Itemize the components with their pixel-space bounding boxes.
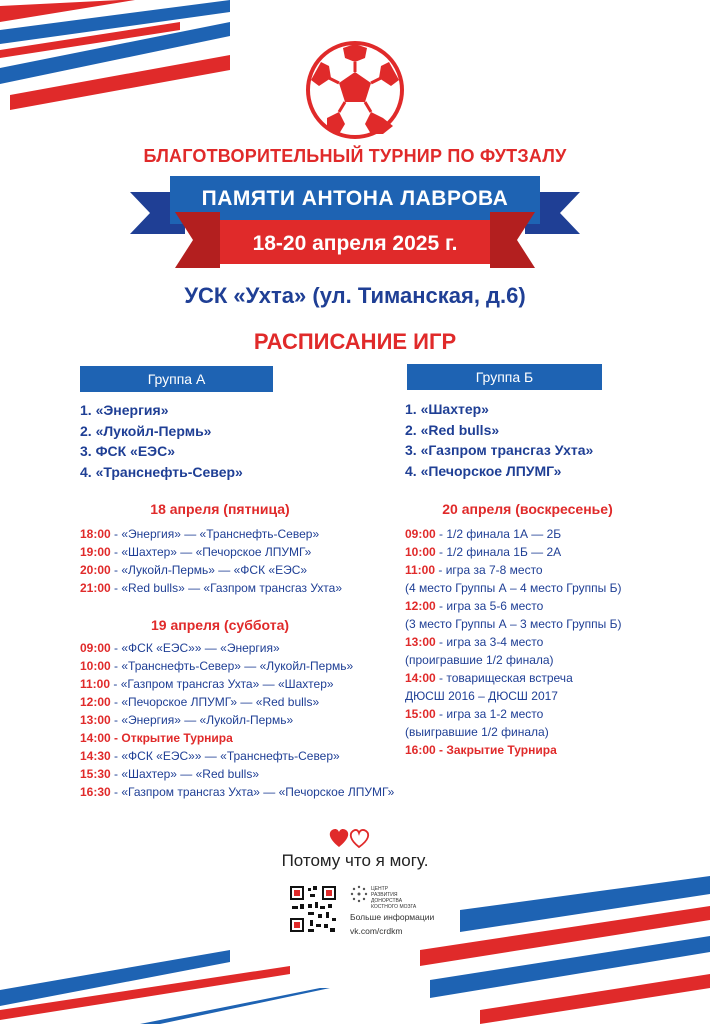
schedule-row: [80, 729, 440, 747]
game-time: 11:00: [80, 677, 111, 691]
schedule-row: [80, 693, 440, 711]
game-time: 16:30: [80, 785, 111, 799]
schedule-row-note: (4 место Группы А – 4 место Группы Б): [405, 581, 622, 595]
game-time: 12:00: [405, 599, 436, 613]
game-text: - «Газпром трансгаз Ухта» — «Печорское ЛПУМГ»: [110, 785, 395, 799]
team-item: 2. «Лукойл-Пермь»: [80, 422, 212, 439]
day-20-title: 20 апреля (воскресенье): [442, 501, 613, 517]
game-text: - «Печорское ЛПУМГ» — «Red bulls»: [110, 695, 320, 709]
schedule-row: [80, 765, 440, 783]
schedule-row: [80, 747, 440, 765]
game-time: 11:00: [405, 563, 436, 577]
game-text: - 1/2 финала 1А — 2Б: [435, 527, 562, 541]
team-item: 4. «Транснефть-Север»: [80, 463, 243, 480]
team-item: 4. «Печорское ЛПУМГ»: [405, 462, 562, 479]
game-time: 16:00: [405, 743, 436, 757]
slogan: Потому что я могу.: [281, 851, 429, 870]
schedule-row: [80, 543, 400, 561]
venue: УСК «Ухта» (ул. Тиманская, д.6): [184, 283, 526, 308]
soccer-ball-icon: [305, 40, 405, 140]
schedule-row-note: (выигравшие 1/2 финала): [405, 725, 549, 739]
game-text: - «Шахтер» — «Red bulls»: [110, 767, 260, 781]
game-time: 12:00: [80, 695, 111, 709]
game-text: - игра за 5-6 место: [435, 599, 544, 613]
game-text: - игра за 7-8 место: [435, 563, 543, 577]
schedule-row-note: (3 место Группы А – 3 место Группы Б): [405, 617, 622, 631]
game-time: 14:00: [405, 671, 436, 685]
org-line: КОСТНОГО МОЗГА: [371, 904, 417, 910]
schedule-row: [405, 705, 695, 723]
org-logo-icon: [350, 885, 368, 903]
game-text: - «Энергия» — «Лукойл-Пермь»: [110, 713, 294, 727]
game-text: - «Red bulls» — «Газпром трансгаз Ухта»: [110, 581, 342, 595]
game-time: 15:30: [80, 767, 111, 781]
vk-link[interactable]: vk.com/crdkm: [350, 926, 403, 936]
schedule-row: [80, 657, 440, 675]
team-item: 1. «Шахтер»: [405, 401, 489, 417]
game-text: - товарищеская встреча: [435, 671, 573, 685]
game-text: - игра за 3-4 место: [435, 635, 544, 649]
schedule-row: [405, 633, 695, 651]
schedule-row: [80, 525, 400, 543]
team-item: 3. «Газпром трансгаз Ухта»: [405, 442, 594, 458]
schedule-row: [405, 543, 695, 561]
game-time: 10:00: [80, 659, 111, 673]
event-dates: 18-20 апреля 2025 г.: [252, 232, 458, 255]
game-time: 10:00: [405, 545, 436, 559]
org-line: ДОНОРСТВА: [371, 898, 403, 904]
schedule-row: [80, 711, 440, 729]
tournament-subtitle: БЛАГОТВОРИТЕЛЬНЫЙ ТУРНИР ПО ФУТЗАЛУ: [143, 146, 567, 166]
game-time: 18:00: [80, 527, 111, 541]
game-text: - «ФСК «ЕЭС»» — «Транснефть-Север»: [110, 749, 340, 763]
schedule-row: [80, 579, 400, 597]
game-text: - «Транснефть-Север» — «Лукойл-Пермь»: [110, 659, 354, 673]
day-19-title: 19 апреля (суббота): [150, 617, 290, 633]
schedule-row: [405, 597, 695, 615]
game-time: 13:00: [80, 713, 111, 727]
schedule-row: [405, 741, 695, 759]
game-time: 19:00: [80, 545, 111, 559]
schedule-title: РАСПИСАНИЕ ИГР: [253, 329, 457, 354]
game-text: - «Газпром трансгаз Ухта» — «Шахтер»: [110, 677, 334, 691]
day-19-schedule: [80, 639, 440, 801]
org-line: РАЗВИТИЯ: [371, 892, 398, 898]
day-20-schedule: [405, 525, 695, 759]
group-a-teams: [80, 400, 340, 482]
game-time: 21:00: [80, 581, 111, 595]
game-time: 14:00: [80, 731, 111, 745]
game-text: - игра за 1-2 место: [435, 707, 544, 721]
game-text: - «Энергия» — «Транснефть-Север»: [110, 527, 320, 541]
schedule-row: [80, 675, 440, 693]
schedule-row-note: (проигравшие 1/2 финала): [405, 653, 554, 667]
game-time: 09:00: [405, 527, 436, 541]
schedule-row: [405, 561, 695, 579]
group-a-header: Группа А: [80, 366, 273, 392]
day-18-schedule: [80, 525, 400, 597]
game-time: 20:00: [80, 563, 111, 577]
schedule-row: [80, 561, 400, 579]
hearts-icon: [327, 826, 373, 850]
schedule-row: [405, 525, 695, 543]
game-time: 09:00: [80, 641, 111, 655]
schedule-row-note: ДЮСШ 2016 – ДЮСШ 2017: [405, 689, 558, 703]
schedule-row: [80, 639, 440, 657]
day-18-title: 18 апреля (пятница): [150, 501, 290, 517]
game-text: - «ФСК «ЕЭС»» — «Энергия»: [110, 641, 280, 655]
game-text: - Закрытие Турнира: [435, 743, 557, 757]
group-b-teams: [405, 399, 695, 481]
memorial-banner: ПАМЯТИ АНТОНА ЛАВРОВА: [201, 187, 509, 210]
org-name: [371, 886, 471, 910]
game-time: 13:00: [405, 635, 436, 649]
team-item: 1. «Энергия»: [80, 402, 169, 418]
schedule-row: [80, 783, 440, 801]
group-b-header: Группа Б: [407, 364, 602, 390]
qr-code-icon[interactable]: [288, 884, 338, 934]
game-text: - 1/2 финала 1Б — 2А: [435, 545, 562, 559]
game-text: - «Лукойл-Пермь» — «ФСК «ЕЭС»: [110, 563, 308, 577]
game-text: - «Шахтер» — «Печорское ЛПУМГ»: [110, 545, 312, 559]
game-time: 15:00: [405, 707, 436, 721]
top-stripes-decoration: [0, 0, 230, 110]
team-item: 2. «Red bulls»: [405, 421, 500, 438]
game-time: 14:30: [80, 749, 111, 763]
game-text: - Открытие Турнира: [110, 731, 233, 745]
org-line: ЦЕНТР: [371, 886, 389, 892]
team-item: 3. ФСК «ЕЭС»: [80, 443, 176, 459]
more-info-label: Больше информации: [350, 912, 435, 922]
schedule-row: [405, 669, 695, 687]
